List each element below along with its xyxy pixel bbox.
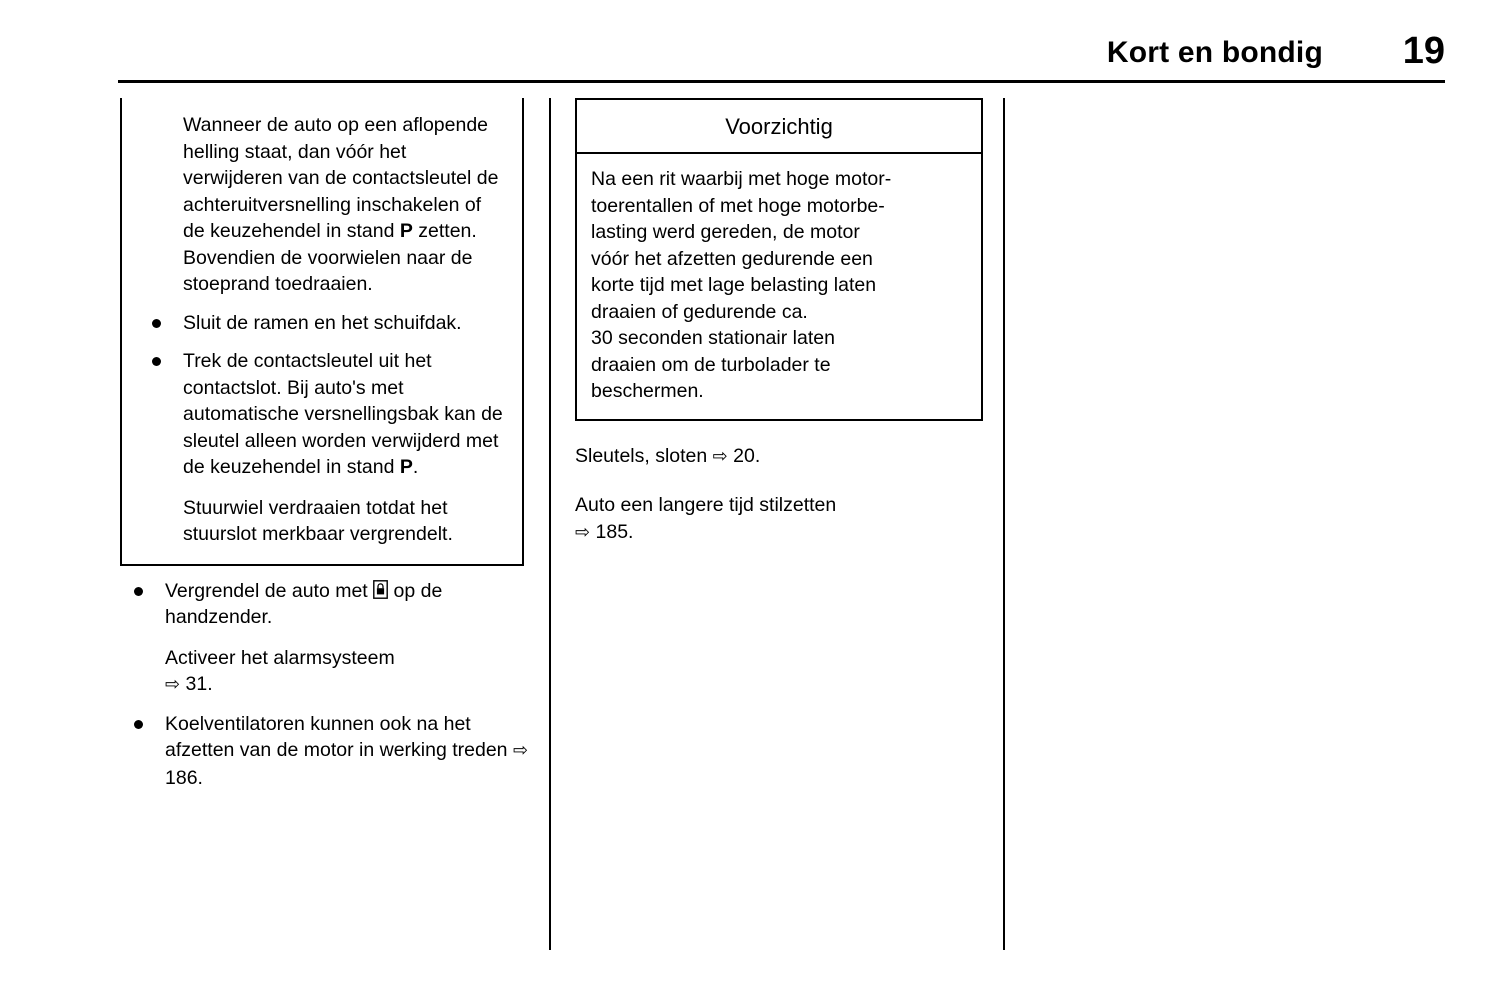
bullet-dot-icon — [134, 720, 143, 729]
list-item-text-part2: . — [412, 456, 419, 478]
list-item — [138, 348, 506, 481]
caution-line-1: Na een rit waarbij met hoge motor- — [591, 168, 892, 190]
alarm-paragraph — [120, 645, 540, 699]
reference-label: Sleutels, sloten — [575, 444, 713, 467]
page-title: Kort en bondig — [1106, 36, 1323, 69]
caution-line-8: draaien om de turbolader te — [591, 353, 831, 376]
caution-line-6: draaien of gedurende ca. — [591, 300, 808, 323]
content-column-middle — [575, 98, 987, 546]
warning-closing-paragraph: Stuurwiel verdraaien totdat het stuurslot merkbaar vergrendelt. — [183, 496, 453, 545]
column-divider-2 — [1003, 98, 1005, 950]
gear-position-p: P — [399, 456, 413, 478]
alarm-reference-page: 31. — [185, 673, 213, 695]
caution-box — [575, 98, 983, 421]
list-item-text: Sluit de ramen en het schuifdak. — [183, 311, 462, 334]
bullet-dot-icon — [152, 319, 161, 328]
bullet-dot-icon — [134, 587, 143, 596]
bullet-list-after-warning — [120, 578, 540, 631]
warning-box — [120, 98, 524, 566]
warning-intro-text-part1: Wanneer de auto op een aflopende helling staat, dan vóór het verwijderen van de contactsleutel de achteruitversnelling inschakelen of de keuzehendel in stand — [183, 114, 499, 242]
warning-intro-paragraph — [183, 112, 506, 298]
header-divider — [118, 80, 1445, 83]
caution-line-5: korte tijd met lage belasting laten — [591, 274, 877, 296]
alarm-paragraph-text: Activeer het alarmsysteem — [165, 646, 395, 669]
gear-position-p: P — [399, 220, 413, 242]
warning-intro-text-part2: zetten. Bovendien de voorwielen naar de stoeprand toedraaien. — [183, 220, 477, 295]
list-item — [120, 711, 540, 792]
caution-body — [577, 154, 981, 419]
page-number: 19 — [1402, 30, 1445, 72]
reference-keys-locks — [575, 443, 987, 471]
caution-heading: Voorzichtig — [577, 100, 981, 154]
list-item — [120, 578, 540, 631]
bullet-dot-icon — [152, 357, 161, 366]
list-item-text: Koelventilatoren kunnen ook na het afzetten van de motor in werking treden — [165, 712, 513, 761]
column-divider-1 — [549, 98, 551, 950]
caution-line-4: vóór het afzetten gedurende een — [591, 247, 873, 270]
list-item-text-before-icon: Vergrendel de auto met — [165, 579, 374, 602]
bullet-list-fans — [120, 711, 540, 792]
page-reference-arrow-icon: ⇨ — [512, 740, 529, 761]
content-column-left — [120, 98, 540, 791]
reference-page: 20. — [727, 444, 761, 467]
lock-icon — [373, 580, 388, 599]
caution-line-2: toerentallen of met hoge motorbe- — [591, 194, 885, 217]
reference-page: 185. — [590, 520, 634, 543]
page-reference-arrow-icon: ⇨ — [575, 521, 591, 543]
warning-bullet-list — [138, 310, 506, 481]
caution-line-3: lasting werd gereden, de motor — [591, 221, 860, 243]
reference-label: Auto een langere tijd stilzetten — [575, 494, 837, 516]
list-item-text-part1: Trek de contactsleutel uit het contactslot. Bij auto's met automatische versnellingsbak kan de sleutel alleen worden verwijderd met de keuzehendel in stand — [183, 350, 503, 478]
caution-line-7: 30 seconden stationair laten — [591, 327, 835, 349]
reference-long-term-parking — [575, 492, 987, 546]
caution-line-9: beschermen. — [591, 380, 704, 402]
fan-reference-page: 186. — [165, 766, 203, 789]
list-item — [138, 310, 506, 337]
list-item-text-after-icon: op de handzender. — [165, 579, 443, 628]
page-reference-arrow-icon: ⇨ — [165, 674, 181, 695]
page-header — [118, 30, 1445, 82]
page-reference-arrow-icon: ⇨ — [712, 445, 728, 467]
